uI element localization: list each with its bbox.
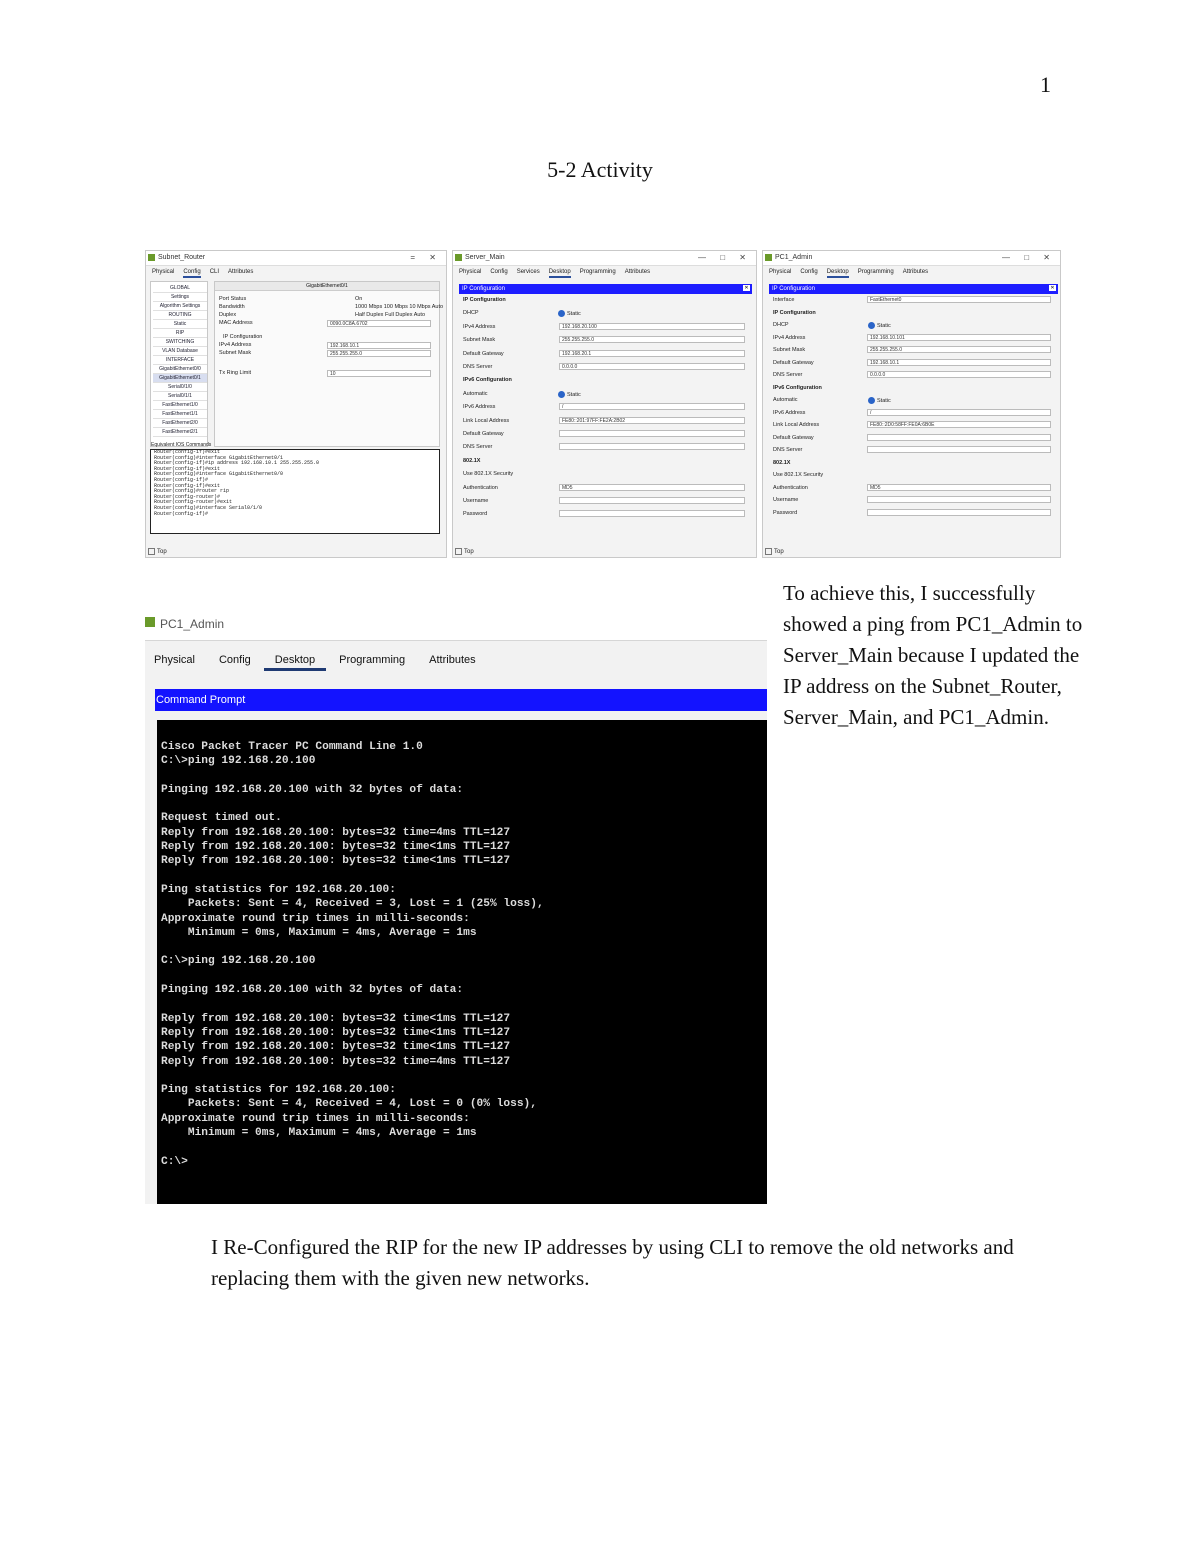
config-label: Bandwidth — [219, 304, 245, 310]
top-checkbox[interactable] — [455, 548, 462, 555]
server-ip-config-bar — [459, 284, 752, 294]
config-input[interactable]: 255.255.255.0 — [559, 336, 745, 343]
config-label: Default Gateway — [463, 431, 504, 437]
router-log-title: Equivalent IOS Commands — [151, 442, 212, 448]
config-label: DNS Server — [773, 372, 803, 378]
server-bar-label: IP Configuration — [462, 286, 505, 292]
log-line: Router(config)#interface GigabitEthernet0/0 — [154, 471, 284, 478]
config-input[interactable]: 192.168.20.100 — [559, 323, 745, 330]
terminal-line — [161, 997, 767, 1011]
terminal-line: C:\>ping 192.168.20.100 — [161, 755, 316, 768]
config-label: IPv6 Address — [463, 404, 496, 411]
terminal-line: Reply from 192.168.20.100: bytes=32 time<1ms TTL=127 — [161, 1012, 511, 1025]
terminal-line: C:\> — [161, 1155, 188, 1168]
router-tabs — [152, 269, 262, 278]
config-label: Tx Ring Limit — [219, 370, 252, 376]
tab-desktop[interactable]: Desktop — [549, 269, 571, 278]
window-controls[interactable]: — □ ✕ — [1002, 253, 1056, 262]
top-checkbox[interactable] — [765, 548, 772, 555]
tab-config[interactable]: Config — [218, 654, 251, 666]
pc-ip-config-bar — [769, 284, 1058, 294]
config-label: Default Gateway — [463, 350, 504, 357]
config-input[interactable]: MD5 — [559, 484, 745, 491]
nav-item[interactable]: Settings — [153, 293, 207, 302]
config-value[interactable]: 0090.0C8A.6702 — [327, 320, 431, 327]
nav-item[interactable]: SWITCHING — [153, 338, 207, 347]
config-label: DHCP — [773, 322, 789, 328]
command-window-tabs — [154, 654, 500, 671]
config-label: IPv6 Configuration — [463, 377, 512, 384]
tab-programming[interactable]: Programming — [339, 654, 406, 666]
terminal-line: Request timed out. — [161, 812, 282, 825]
config-label: Port Status — [219, 296, 247, 302]
nav-item[interactable]: FastEthernet1/1 — [153, 410, 207, 419]
config-input[interactable] — [559, 510, 745, 517]
config-label: Use 802.1X Security — [463, 471, 514, 478]
server-main-window — [452, 250, 757, 558]
log-line: Router(config-router)# — [154, 493, 221, 500]
config-label: DNS Server — [463, 364, 493, 370]
packet-tracer-icon — [455, 254, 462, 261]
pc-titlebar — [763, 251, 1060, 266]
config-label: Automatic — [463, 390, 488, 397]
terminal-line: Ping statistics for 192.168.20.100: — [161, 1084, 396, 1097]
server-footer-label: Top — [464, 549, 474, 555]
radio-icon[interactable] — [558, 391, 565, 398]
terminal-line: Approximate round trip times in milli-seconds: — [161, 1112, 470, 1125]
config-value[interactable]: 255.255.255.0 — [327, 350, 431, 357]
config-label: Username — [773, 497, 799, 503]
config-label: DNS Server — [773, 447, 803, 453]
router-footer[interactable] — [148, 548, 167, 555]
terminal-line: Minimum = 0ms, Maximum = 4ms, Average = 1ms — [161, 926, 477, 939]
server-tabs — [459, 269, 659, 278]
config-label: IPv6 Configuration — [773, 384, 822, 391]
config-input[interactable]: 0.0.0.0 — [867, 371, 1051, 378]
nav-item[interactable]: GigabitEthernet0/0 — [153, 365, 207, 374]
tab-programming[interactable]: Programming — [579, 269, 616, 275]
packet-tracer-icon — [145, 617, 155, 627]
packet-tracer-icon — [765, 254, 772, 261]
pc-bar-label: IP Configuration — [772, 286, 815, 292]
document-title: 5-2 Activity — [547, 157, 653, 182]
command-terminal[interactable] — [157, 720, 767, 1204]
router-config-panel — [214, 281, 444, 447]
terminal-line: Reply from 192.168.20.100: bytes=32 time<1ms TTL=127 — [161, 841, 511, 854]
subnet-router-window — [145, 250, 447, 558]
log-line: Router(config-router)#exit — [154, 499, 233, 506]
tab-physical[interactable]: Physical — [152, 269, 175, 275]
log-line: Router(config-if)#exit — [154, 482, 221, 489]
tab-programming[interactable]: Programming — [857, 269, 894, 275]
radio-icon[interactable] — [868, 397, 875, 404]
pc-title: PC1_Admin — [775, 254, 813, 261]
terminal-line — [161, 1140, 767, 1154]
config-label: 802.1X — [773, 459, 791, 466]
server-footer[interactable] — [455, 548, 474, 555]
log-line: Router(config)#router rip — [154, 488, 230, 495]
static-radio[interactable] — [868, 322, 891, 329]
nav-item[interactable]: Serial0/1/1 — [153, 392, 207, 401]
config-label: Automatic — [773, 397, 798, 403]
config-label: IPv4 Address — [219, 342, 252, 348]
ios-command-lines — [151, 450, 439, 517]
nav-item[interactable]: RIP — [153, 329, 207, 338]
static-radio[interactable] — [558, 391, 581, 398]
config-label: Authentication — [463, 484, 498, 491]
static-radio[interactable] — [558, 310, 581, 317]
server-title: Server_Main — [465, 254, 505, 261]
config-value[interactable]: 192.168.10.1 — [327, 342, 431, 349]
command-window-title: PC1_Admin — [160, 617, 225, 631]
tab-attributes[interactable]: Attributes — [228, 269, 254, 275]
config-label: Subnet Mask — [773, 347, 806, 353]
log-line: Router(config-if)#exit — [154, 465, 221, 472]
radio-icon[interactable] — [868, 322, 875, 329]
command-window-titlebar — [145, 612, 767, 641]
config-input[interactable]: FastEthernet0 — [867, 296, 1051, 303]
config-input[interactable] — [559, 443, 745, 450]
log-line: Router(config-if)#exit — [154, 449, 221, 455]
terminal-line: Minimum = 0ms, Maximum = 4ms, Average = 1ms — [161, 1127, 477, 1140]
nav-item[interactable]: VLAN Database — [153, 347, 207, 356]
config-input[interactable]: FE80::201:97FF:FE2A:2B02 — [559, 417, 745, 424]
config-label: Default Gateway — [773, 359, 814, 366]
terminal-line: Reply from 192.168.20.100: bytes=32 time<1ms TTL=127 — [161, 1026, 511, 1039]
config-input[interactable] — [559, 430, 745, 437]
config-input[interactable]: FE80::2D0:58FF:FE0A:6B0E — [867, 421, 1051, 428]
router-panel-header: GigabitEthernet0/1 — [215, 282, 439, 291]
terminal-line — [161, 969, 767, 983]
config-label: IPv4 Address — [773, 334, 806, 341]
terminal-line: Ping statistics for 192.168.20.100: — [161, 883, 396, 896]
config-input[interactable]: 0.0.0.0 — [559, 363, 745, 370]
router-title: Subnet_Router — [158, 254, 206, 261]
config-label: MAC Address — [219, 320, 253, 326]
terminal-line — [161, 1069, 767, 1083]
nav-item[interactable]: Static — [153, 320, 207, 329]
config-value[interactable]: 10 — [327, 370, 431, 377]
terminal-line: Approximate round trip times in milli-seconds: — [161, 912, 470, 925]
log-line: Router(config-if)# — [154, 476, 209, 483]
config-input[interactable] — [867, 496, 1051, 503]
config-value: On — [355, 296, 363, 302]
config-label: IPv6 Address — [773, 409, 806, 416]
packet-tracer-icon — [148, 254, 155, 261]
terminal-line — [161, 869, 767, 883]
close-icon[interactable]: ✕ — [1050, 285, 1055, 291]
config-label: Password — [773, 509, 798, 516]
terminal-line — [161, 769, 767, 783]
config-label: IP Configuration — [773, 309, 816, 316]
config-label: Duplex — [219, 312, 237, 318]
radio-label: Static — [567, 391, 581, 398]
tab-attributes[interactable]: Attributes — [624, 269, 651, 275]
config-input[interactable]: 192.168.10.101 — [867, 334, 1051, 341]
config-label: Password — [463, 511, 488, 518]
tab-attributes[interactable]: Attributes — [902, 269, 929, 275]
log-line: Router(config)#interface Serial0/1/0 — [154, 504, 263, 511]
config-label: Link Local Address — [463, 417, 510, 424]
config-label: IP Configuration — [223, 334, 263, 340]
config-input[interactable]: / — [867, 409, 1051, 416]
config-value: Half Duplex Full Duplex Auto — [355, 312, 426, 318]
nav-item[interactable]: ROUTING — [153, 311, 207, 320]
tab-physical[interactable]: Physical — [769, 269, 792, 275]
config-label: Default Gateway — [773, 434, 814, 441]
close-icon[interactable]: ✕ — [744, 285, 749, 291]
config-label: DHCP — [463, 310, 479, 317]
config-label: IP Configuration — [463, 297, 506, 303]
config-input[interactable]: / — [559, 403, 745, 410]
tab-config[interactable]: Config — [800, 269, 818, 275]
ios-command-log[interactable] — [150, 449, 440, 534]
nav-item[interactable]: Serial0/1/0 — [153, 383, 207, 392]
terminal-line: Packets: Sent = 4, Received = 4, Lost = 0 (0% loss), — [161, 1098, 537, 1111]
nav-item[interactable]: FastEthernet2/1 — [153, 428, 207, 437]
radio-label: Static — [877, 322, 891, 329]
config-label: IPv4 Address — [463, 323, 496, 330]
config-input[interactable]: MD5 — [867, 484, 1051, 491]
config-label: Use 802.1X Security — [773, 472, 824, 478]
terminal-line — [161, 797, 767, 811]
nav-item[interactable]: FastEthernet1/0 — [153, 401, 207, 410]
pc1-admin-command-window — [145, 612, 767, 1204]
command-prompt-bar: Command Prompt — [155, 689, 767, 711]
config-label: Username — [463, 498, 489, 504]
tab-attributes[interactable]: Attributes — [429, 654, 476, 666]
tab-physical[interactable]: Physical — [459, 269, 482, 275]
tab-desktop[interactable]: Desktop — [264, 654, 326, 671]
config-label: Link Local Address — [773, 422, 820, 428]
terminal-line: Reply from 192.168.20.100: bytes=32 time=4ms TTL=127 — [161, 1055, 511, 1068]
terminal-line: Reply from 192.168.20.100: bytes=32 time=4ms TTL=127 — [161, 826, 511, 839]
router-titlebar — [146, 251, 446, 266]
nav-item[interactable]: GLOBAL — [153, 284, 207, 293]
terminal-line — [161, 940, 767, 954]
config-input[interactable]: 255.255.255.0 — [867, 346, 1051, 353]
tab-desktop[interactable]: Desktop — [827, 269, 849, 278]
log-line: Router(config-if)# — [154, 510, 209, 517]
log-line: Router(config)#interface GigabitEthernet0/1 — [154, 454, 284, 461]
log-line: Router(config-if)#ip address 192.168.10.1 255.255.255.0 — [154, 460, 320, 467]
terminal-line: Pinging 192.168.20.100 with 32 bytes of data: — [161, 783, 464, 796]
pc1-admin-window-small — [762, 250, 1061, 558]
config-label: Authentication — [773, 484, 808, 491]
tab-services[interactable]: Services — [516, 269, 540, 275]
config-label: Subnet Mask — [219, 350, 252, 356]
router-nav-panel — [150, 281, 208, 447]
tab-cli[interactable]: CLI — [209, 269, 220, 275]
pc-tabs — [769, 269, 937, 278]
window-controls[interactable]: — □ ✕ — [698, 253, 752, 262]
config-input[interactable] — [559, 497, 745, 504]
bottom-paragraph: I Re-Configured the RIP for the new IP addresses by using CLI to remove the old networks and replacing them with the given new networks. — [211, 1235, 1014, 1290]
config-input[interactable] — [867, 434, 1051, 441]
config-label: Interface — [773, 297, 795, 303]
config-input[interactable] — [867, 446, 1051, 453]
server-titlebar — [453, 251, 756, 266]
terminal-line: Reply from 192.168.20.100: bytes=32 time<1ms TTL=127 — [161, 1041, 511, 1054]
config-input[interactable]: 192.168.20.1 — [559, 350, 745, 357]
terminal-line: Reply from 192.168.20.100: bytes=32 time<1ms TTL=127 — [161, 855, 511, 868]
config-label: Subnet Mask — [463, 337, 496, 344]
radio-label: Static — [567, 311, 581, 318]
tab-config[interactable]: Config — [490, 269, 508, 275]
terminal-line: Pinging 192.168.20.100 with 32 bytes of data: — [161, 984, 464, 997]
terminal-line: C:\>ping 192.168.20.100 — [161, 955, 316, 968]
radio-icon[interactable] — [558, 310, 565, 317]
config-label: DNS Server — [463, 444, 493, 451]
pc-footer-label: Top — [774, 549, 784, 555]
config-input[interactable]: 192.168.10.1 — [867, 359, 1051, 366]
page-number: 1 — [1040, 72, 1051, 97]
nav-item[interactable]: GigabitEthernet0/1 — [153, 374, 207, 383]
terminal-line: Packets: Sent = 4, Received = 3, Lost = 1 (25% loss), — [161, 898, 544, 911]
radio-label: Static — [877, 397, 891, 404]
config-input[interactable] — [867, 509, 1051, 516]
static-radio[interactable] — [868, 397, 891, 404]
config-label: 802.1X — [463, 457, 481, 464]
router-footer-label: Top — [157, 549, 167, 555]
top-checkbox[interactable] — [148, 548, 155, 555]
side-paragraph: To achieve this, I successfully showed a ping from PC1_Admin to Server_Main because I updated the IP address on the Subnet_Router, Server_Main, and PC1_Admin. — [783, 581, 1083, 729]
tab-config[interactable]: Config — [183, 269, 200, 278]
nav-item[interactable]: INTERFACE — [153, 356, 207, 365]
tab-physical[interactable]: Physical — [154, 654, 195, 666]
nav-item[interactable]: Algorithm Settings — [153, 302, 207, 311]
terminal-line: Cisco Packet Tracer PC Command Line 1.0 — [161, 741, 423, 753]
nav-item[interactable]: FastEthernet2/0 — [153, 419, 207, 428]
window-controls[interactable]: = ✕ — [410, 253, 442, 262]
pc-footer[interactable] — [765, 548, 784, 555]
config-value: 1000 Mbps 100 Mbps 10 Mbps Auto — [355, 304, 444, 310]
